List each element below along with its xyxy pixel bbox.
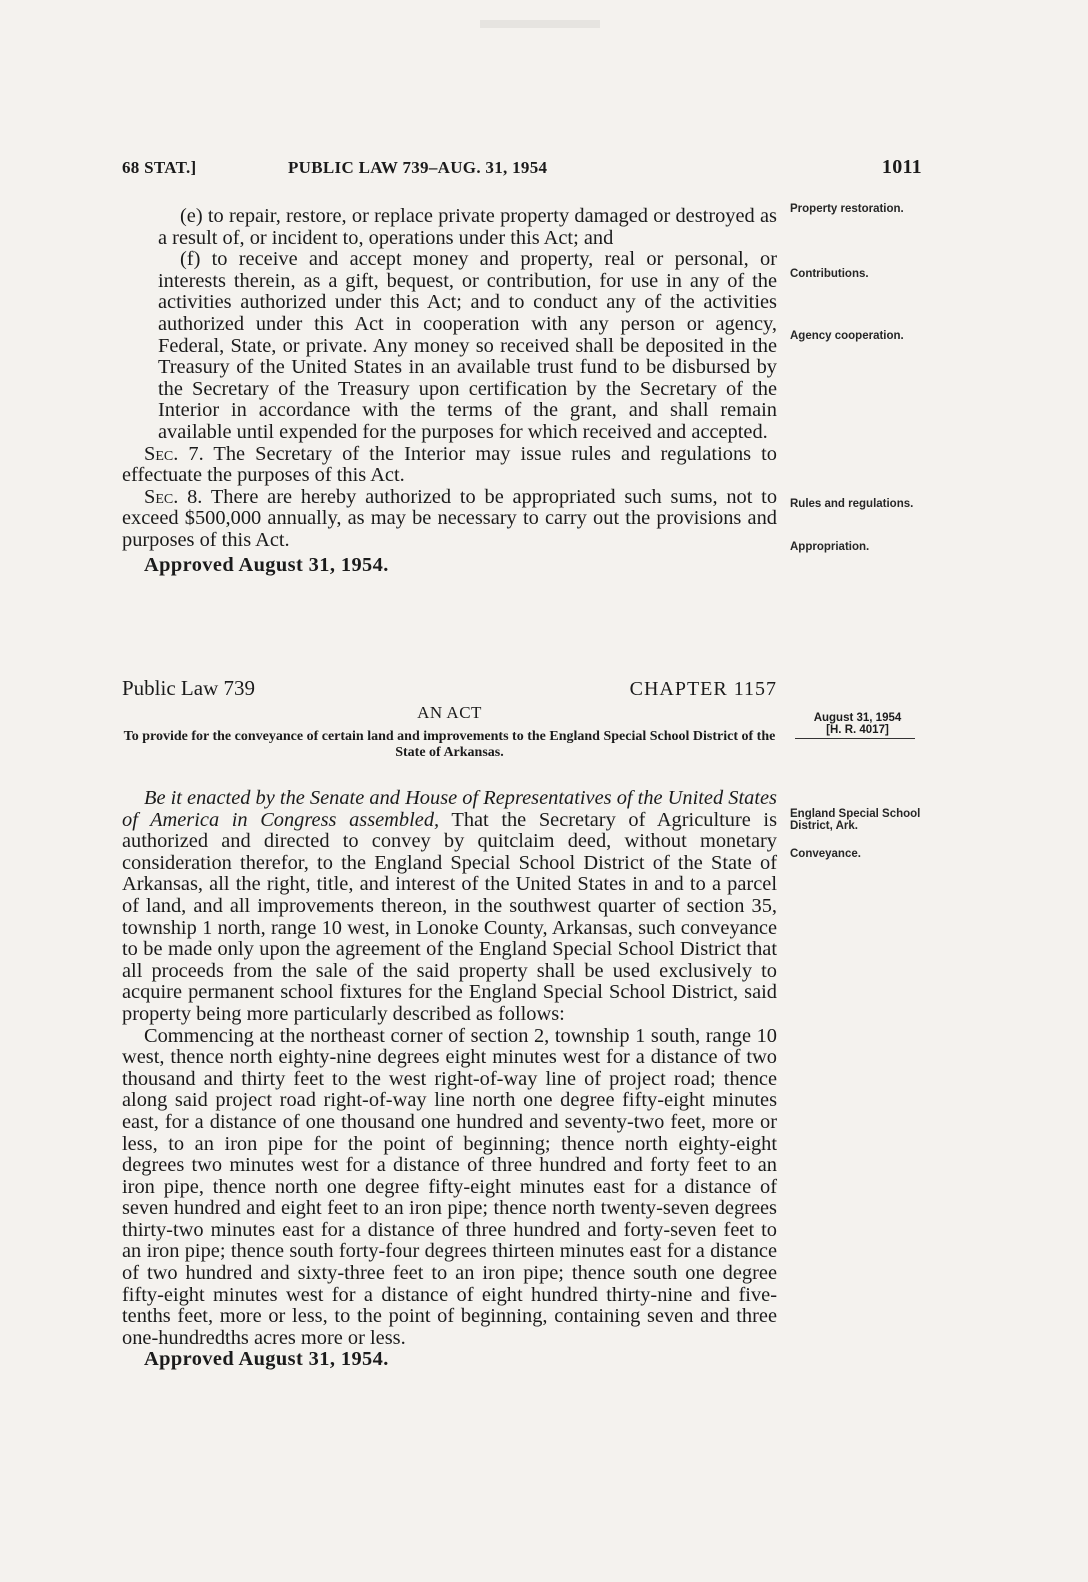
scan-artifact [480, 20, 600, 28]
enacting-paragraph [122, 788, 777, 1026]
page-number: 1011 [881, 156, 922, 178]
sec7-label: Sec. 7. [144, 442, 204, 465]
note-appropriation: Appropriation. [790, 541, 870, 553]
sec8-text: There are hereby authorized to be appropriated such sums, not to exceed $500,000 annually, as may be necessary to carry out the provisions and purposes of this Act. [122, 485, 778, 551]
item-f: (f) to receive and accept money and property, real or personal, or interests therein, as a gift, bequest, or contribution, for use in any of the activities authorized under this Act; and to conduct any of the activities authorized under this Act in cooperation with any person or agency, Federal, State, or private. Any money so received shall be deposited in the Treasury of the United States in an available trust fund to be disbursed by the Secretary of the Treasury upon certification by the Secretary of the Interior in accordance with the terms of the grant, and shall remain available until expended for the purposes for which received and accepted. [158, 248, 777, 443]
approved-line-2: Approved August 31, 1954. [144, 1348, 389, 1371]
approved-line-1: Approved August 31, 1954. [144, 553, 389, 576]
enactment-date-note [795, 712, 920, 739]
bill-number: [H. R. 4017] [826, 724, 889, 736]
running-header [122, 158, 922, 186]
sec7-text: The Secretary of the Interior may issue rules and regulations to effectuate the purposes of this Act. [122, 442, 777, 487]
top-section [122, 206, 777, 576]
land-description: Commencing at the northeast corner of section 2, township 1 south, range 10 west, thence north eighty-nine degrees eight minutes west for a distance of two thousand and thirty feet to the west right-of-way line of project road; thence along said project road right-of-way line north one degree fifty-eight minutes east, for a distance of one thousand one hundred and seventy-two feet, more or less, to an iron pipe for the point of beginning; thence north eighty-eight degrees two minutes west for a distance of three hundred and forty feet to an iron pipe, thence north one degree fifty-eight minutes east for a distance of seven hundred and eight feet to an iron pipe; thence north twenty-seven degrees thirty-two minutes east for a distance of three hundred and forty-seven feet to an iron pipe; thence south forty-four degrees thirteen minutes east for a distance of two hundred and sixty-three feet to an iron pipe; thence south one degree fifty-eight minutes west for a distance of eight hundred thirty-nine and five-tenths feet, more or less, to the point of beginning, containing seven and three one-hundredths acres more or less. [122, 1024, 777, 1349]
note-agency-cooperation: Agency cooperation. [790, 330, 904, 342]
note-conveyance: Conveyance. [790, 848, 861, 860]
law-title-row [122, 676, 777, 704]
law-body [122, 788, 777, 1371]
chapter-number: CHAPTER 1157 [629, 678, 777, 700]
sec8-label: Sec. 8. [144, 485, 203, 508]
date-rule [795, 738, 915, 739]
conveyance-paragraph: That the Secretary of Agriculture is authorized and directed to convey by quitclaim deed, without monetary consideration therefor, to the England Special School District of the State of Arkansas, all the right, title, and interest of the United States in and to a parcel of land, and all improvements thereon, in the southwest quarter of section 35, township 1 north, range 10 west, in Lonoke County, Arkansas, such conveyance to be made only upon the agreement of the England Special School District that all proceeds from the sale of the said property shall be used exclusively to acquire permanent school fixtures for the England Special School District, said property being more particularly described as follows: [122, 808, 778, 1025]
enacting-clause: Be it enacted by the Senate and House of Representatives of the United States of America in Congress assembled, [122, 787, 777, 831]
section-8 [122, 487, 777, 552]
statute-volume: 68 STAT.] [122, 158, 197, 177]
note-rules-regulations: Rules and regulations. [790, 498, 914, 510]
note-england-district: England Special School District, Ark. [790, 808, 921, 832]
act-description: To provide for the conveyance of certain land and improvements to the England Special School District of the State of Arkansas. [123, 729, 776, 760]
an-act-heading: AN ACT [417, 703, 482, 722]
enactment-date: August 31, 1954 [813, 712, 902, 724]
section-7 [122, 444, 777, 487]
item-e: (e) to repair, restore, or replace private property damaged or destroyed as a result of, or incident to, operations under this Act; and [158, 205, 777, 249]
public-law-number: Public Law 739 [122, 676, 255, 700]
header-title: PUBLIC LAW 739–AUG. 31, 1954 [288, 158, 548, 177]
note-contributions: Contributions. [790, 268, 869, 280]
note-property-restoration: Property restoration. [790, 203, 904, 215]
